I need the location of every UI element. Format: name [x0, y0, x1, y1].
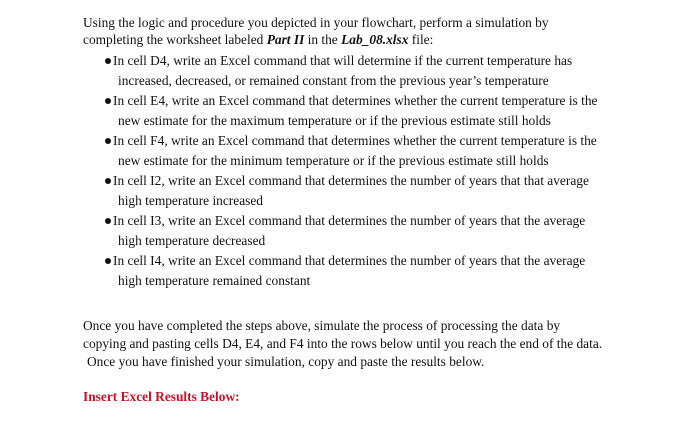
intro-line-2-suffix: file:	[408, 32, 434, 47]
list-item	[83, 171, 643, 211]
task-line-1: In cell D4, write an Excel command that will determine if the current temperature has	[113, 53, 573, 68]
file-name: Lab_08.xlsx	[341, 32, 409, 47]
list-item	[83, 211, 643, 251]
list-item	[83, 131, 643, 171]
task-line-2: new estimate for the minimum temperature or if the previous estimate still holds	[118, 153, 549, 168]
task-line-1: In cell I2, write an Excel command that determines the number of years that that average	[113, 173, 589, 188]
intro-paragraph	[83, 14, 643, 48]
task-line-1: In cell F4, write an Excel command that determines whether the current temperature is the	[113, 133, 597, 148]
task-line-2: high temperature remained constant	[118, 273, 311, 288]
bullet-icon	[105, 98, 111, 104]
task-line-2: increased, decreased, or remained constant from the previous year’s temperature	[118, 73, 549, 88]
task-line-1: In cell E4, write an Excel command that determines whether the current temperature is the	[113, 93, 598, 108]
intro-line-2-prefix: completing the worksheet labeled	[83, 32, 267, 47]
intro-line-2-middle: in the	[304, 32, 342, 47]
list-item	[83, 251, 643, 291]
document-body	[83, 14, 643, 405]
insert-results-heading: Insert Excel Results Below:	[83, 389, 240, 404]
bullet-icon	[105, 258, 111, 264]
bullet-icon	[105, 138, 111, 144]
bullet-icon	[105, 58, 111, 64]
bullet-icon	[105, 218, 111, 224]
task-line-1: In cell I4, write an Excel command that determines the number of years that the average	[113, 253, 586, 268]
simulation-line-3: Once you have finished your simulation, copy and paste the results below.	[87, 354, 485, 369]
task-list	[83, 51, 643, 291]
simulation-line-1: Once you have completed the steps above, simulate the process of processing the data by	[83, 318, 561, 333]
task-line-2: new estimate for the maximum temperature or if the previous estimate still holds	[118, 113, 551, 128]
simulation-line-2: copying and pasting cells D4, E4, and F4 into the rows below until you reach the end of the data.	[83, 336, 603, 351]
list-item	[83, 91, 643, 131]
simulation-paragraph	[83, 317, 643, 371]
task-line-2: high temperature increased	[118, 193, 263, 208]
bullet-icon	[105, 178, 111, 184]
list-item	[83, 51, 643, 91]
intro-line-1: Using the logic and procedure you depicted in your flowchart, perform a simulation by	[83, 15, 549, 30]
task-line-1: In cell I3, write an Excel command that determines the number of years that the average	[113, 213, 586, 228]
task-line-2: high temperature decreased	[118, 233, 266, 248]
part-label: Part II	[266, 32, 305, 47]
